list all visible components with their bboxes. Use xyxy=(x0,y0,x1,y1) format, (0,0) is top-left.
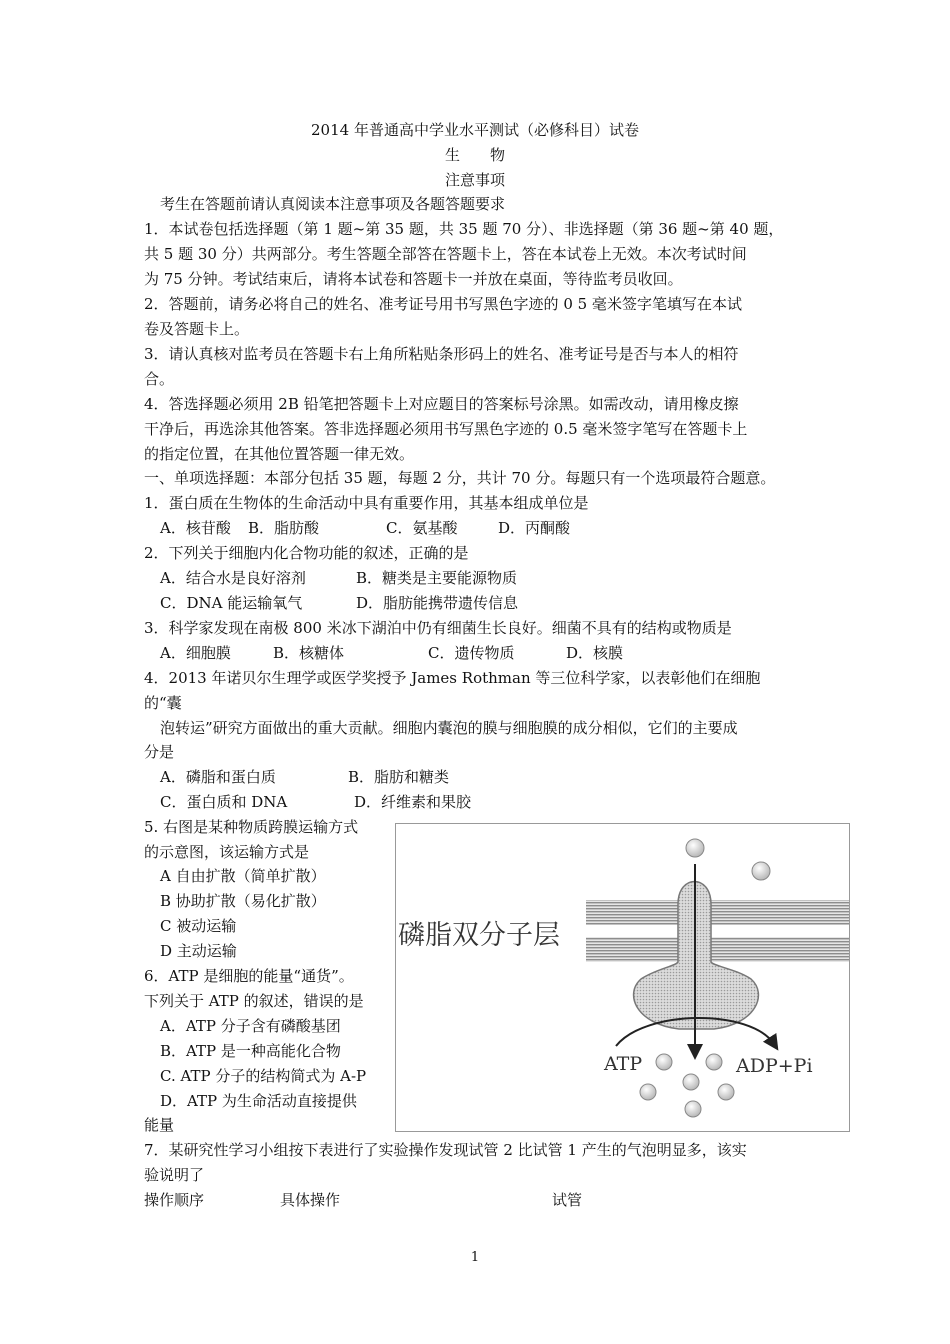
question-stem: 1．蛋白质在生物体的生命活动中具有重要作用，其基本组成单位是 xyxy=(144,494,589,512)
question-stem: 5. 右图是某种物质跨膜运输方式 xyxy=(144,818,359,836)
option-a: A 自由扩散（简单扩散） xyxy=(160,867,326,885)
notice-line: 卷及答题卡上。 xyxy=(144,320,250,338)
notice-line: 4．答选择题必须用 2B 铅笔把答题卡上对应题目的答案标号涂黑。如需改动，请用橡皮擦 xyxy=(144,395,739,413)
section-heading: 一、单项选择题：本部分包括 35 题，每题 2 分，共计 70 分。每题只有一个选项最符合题意。 xyxy=(144,469,776,487)
notice-title: 注意事项 xyxy=(444,171,505,189)
option-b: B．糖类是主要能源物质 xyxy=(356,569,518,587)
option-c: C．遗传物质 xyxy=(428,644,515,662)
notice-line: 干净后，再选涂其他答案。答非选择题必须用书写黑色字迹的 0.5 毫米签字笔写在答题卡上 xyxy=(144,420,748,438)
option-d-continued: 能量 xyxy=(144,1116,175,1134)
question-stem: 7．某研究性学习小组按下表进行了实验操作发现试管 2 比试管 1 产生的气泡明显多，该实 xyxy=(144,1141,747,1159)
option-d: D．纤维素和果胶 xyxy=(354,793,472,811)
notice-line: 为 75 分钟。考试结束后，请将本试卷和答题卡一并放在桌面，等待监考员收回。 xyxy=(144,270,683,288)
molecule xyxy=(752,862,770,880)
question-stem: 3．科学家发现在南极 800 米冰下湖泊中仍有细菌生长良好。细菌不具有的结构或物质是 xyxy=(144,619,732,637)
membrane-label: 磷脂双分子层 xyxy=(398,920,560,951)
question-stem: 泡转运”研究方面做出的重大贡献。细胞内囊泡的膜与细胞膜的成分相似，它们的主要成 xyxy=(160,719,738,737)
question-stem: 分是 xyxy=(144,743,175,761)
molecule xyxy=(685,1101,701,1117)
molecule xyxy=(686,839,704,857)
membrane-transport-figure xyxy=(395,823,850,1132)
molecule xyxy=(640,1084,656,1100)
membrane-lower-layer xyxy=(586,937,849,962)
question-stem: 下列关于 ATP 的叙述，错误的是 xyxy=(144,992,364,1010)
option-a: A．结合水是良好溶剂 xyxy=(160,569,306,587)
option-d: D 主动运输 xyxy=(160,942,237,960)
notice-line: 3．请认真核对监考员在答题卡右上角所粘贴条形码上的姓名、准考证号是否与本人的相符 xyxy=(144,345,739,363)
molecule xyxy=(718,1084,734,1100)
page-number: 1 xyxy=(470,1250,480,1265)
option-d: D．丙酮酸 xyxy=(498,519,571,537)
option-c: C 被动运输 xyxy=(160,917,237,935)
question-stem: 6．ATP 是细胞的能量“通货”。 xyxy=(144,967,354,985)
table-header-operation: 具体操作 xyxy=(280,1191,341,1209)
atp-label: ATP xyxy=(604,1053,643,1075)
notice-line: 合。 xyxy=(144,370,175,388)
option-c: C．DNA 能运输氧气 xyxy=(160,594,303,612)
molecule xyxy=(683,1074,699,1090)
option-b: B 协助扩散（易化扩散） xyxy=(160,892,326,910)
notice-line: 共 5 题 30 分）共两部分。考生答题全部答在答题卡上，答在本试卷上无效。本次考试时间 xyxy=(144,245,747,263)
option-a: A．细胞膜 xyxy=(160,644,231,662)
option-c: C．蛋白质和 DNA xyxy=(160,793,288,811)
table-header-order: 操作顺序 xyxy=(144,1191,205,1209)
notice-line: 2．答题前，请务必将自己的姓名、准考证号用书写黑色字迹的 0 5 毫米签字笔填写在本试 xyxy=(144,295,742,313)
option-b: B．ATP 是一种高能化合物 xyxy=(160,1042,341,1060)
molecule xyxy=(656,1054,672,1070)
option-b: B．核糖体 xyxy=(273,644,345,662)
option-a: A．ATP 分子含有磷酸基团 xyxy=(160,1017,341,1035)
notice-intro: 考生在答题前请认真阅读本注意事项及各题答题要求 xyxy=(160,195,506,213)
option-b: B．脂肪和糖类 xyxy=(348,768,450,786)
option-d: D．脂肪能携带遗传信息 xyxy=(356,594,519,612)
notice-line: 的指定位置，在其他位置答题一律无效。 xyxy=(144,445,415,463)
option-d: D．ATP 为生命活动直接提供 xyxy=(160,1092,357,1110)
option-d: D．核膜 xyxy=(566,644,624,662)
option-a: A．核苷酸 xyxy=(160,519,231,537)
option-c: C．氨基酸 xyxy=(386,519,458,537)
membrane-upper-layer xyxy=(586,900,849,925)
question-stem: 4．2013 年诺贝尔生理学或医学奖授予 James Rothman 等三位科学家，以表彰他们在细胞 xyxy=(144,669,761,687)
option-c: C. ATP 分子的结构简式为 A-P xyxy=(160,1067,367,1085)
question-stem: 2．下列关于细胞内化合物功能的叙述，正确的是 xyxy=(144,544,469,562)
subject-title: 生 物 xyxy=(444,146,505,164)
option-a: A．磷脂和蛋白质 xyxy=(160,768,276,786)
molecule xyxy=(706,1054,722,1070)
question-stem: 的示意图，该运输方式是 xyxy=(144,843,310,861)
notice-line: 1．本试卷包括选择题（第 1 题~第 35 题，共 35 题 70 分）、非选择题（第 36 题~第 40 题， xyxy=(144,220,784,238)
question-stem: 的“囊 xyxy=(144,694,182,712)
table-header-tube: 试管 xyxy=(552,1191,583,1209)
option-b: B．脂肪酸 xyxy=(248,519,320,537)
question-stem: 验说明了 xyxy=(144,1166,205,1184)
exam-title: 2014 年普通高中学业水平测试（必修科目）试卷 xyxy=(311,121,639,139)
adp-label: ADP+Pi xyxy=(736,1055,813,1077)
